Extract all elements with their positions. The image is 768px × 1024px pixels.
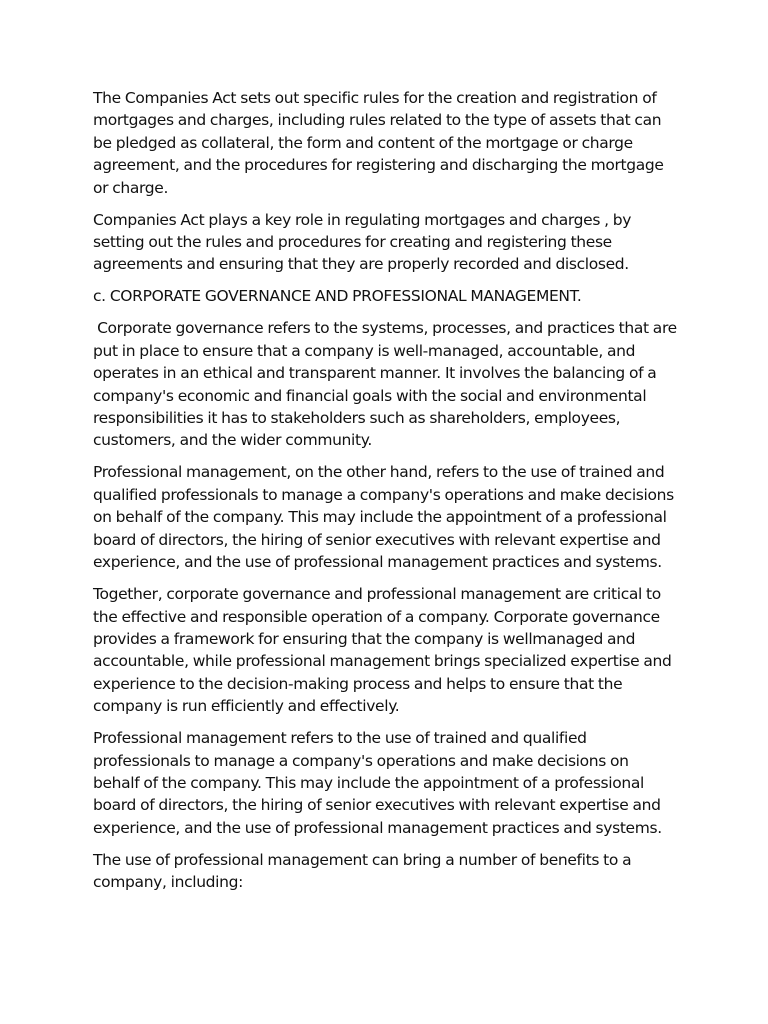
paragraph-companies-act-role: Companies Act plays a key role in regulating mortgages and charges , by setting out the rules and procedures for creating and registering these agreements and ensuring that they are properly recorded and disclosed. — [93, 210, 632, 274]
paragraph-governance-and-management-together: Together, corporate governance and professional management are critical to the effective and responsible operation of a company. Corporate governance provides a framework for ensuring that the company is wellmanaged and accountable, while professional management brings specialized expertise and experience to the decision-making process and helps to ensure that the company is run efficiently and effectively. — [93, 585, 672, 716]
paragraph-professional-management-repeat: Professional management refers to the use of trained and qualified professionals to manage a company's operations and make decisions on behalf of the company. This may include the appointment of a professional board of directors, the hiring of senior executives with relevant expertise and experience, and the use of professional management practices and systems. — [93, 729, 662, 837]
paragraph-corporate-governance-definition: Corporate governance refers to the systems, processes, and practices that are put in place to ensure that a company is well-managed, accountable, and operates in an ethical and transparent manner. It involves the balancing of a company's economic and financial goals with the social and environmental responsibilities it has to stakeholders such as shareholders, employees, customers, and the wider community. — [93, 319, 677, 450]
section-heading-corporate-governance: c. CORPORATE GOVERNANCE AND PROFESSIONAL MANAGEMENT. — [93, 287, 582, 306]
document-body — [93, 87, 679, 903]
paragraph-benefits-intro: The use of professional management can bring a number of benefits to a company, including: — [93, 850, 632, 892]
paragraph-professional-management-definition: Professional management, on the other hand, refers to the use of trained and qualified professionals to manage a company's operations and make decisions on behalf of the company. This may include the appointment of a professional board of directors, the hiring of senior executives with relevant expertise and experience, and the use of professional management practices and systems. — [93, 463, 674, 572]
paragraph-mortgage-rules: The Companies Act sets out specific rules for the creation and registration of mortgages and charges, including rules related to the type of assets that can be pledged as collateral, the form and content of the mortgage or charge agreement, and the procedures for registering and discharging the mortgage or charge. — [93, 89, 664, 197]
